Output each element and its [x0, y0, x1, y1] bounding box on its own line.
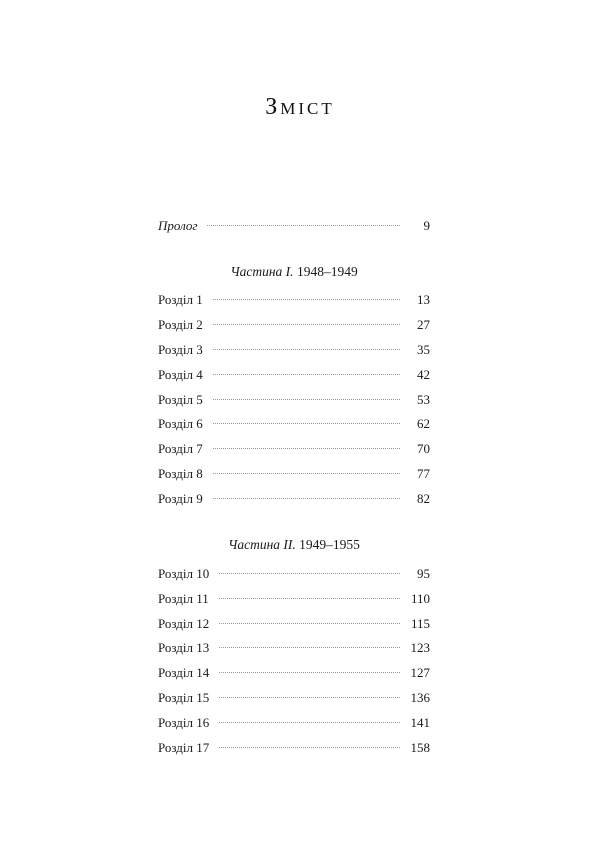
toc-entry-page: 27 [417, 317, 430, 332]
dot-leader [213, 324, 400, 325]
toc-entry-page: 70 [417, 441, 430, 456]
toc-entry-page: 123 [410, 640, 430, 655]
toc-entry-page: 35 [417, 342, 430, 357]
dot-leader [213, 399, 400, 400]
toc-entry-chapter[interactable] [158, 740, 430, 760]
part-title: Частина I. [230, 264, 294, 279]
toc-entry-label: Розділ 3 [158, 342, 203, 357]
toc-entry-chapter[interactable] [158, 640, 430, 660]
toc-entry-label: Розділ 15 [158, 690, 210, 705]
toc-entry-chapter[interactable] [158, 416, 430, 436]
toc-entry-label: Розділ 5 [158, 392, 203, 407]
toc-entry-label: Розділ 2 [158, 317, 203, 332]
dot-leader [213, 423, 400, 424]
toc-entry-chapter[interactable] [158, 491, 430, 511]
dot-leader [219, 722, 400, 723]
toc-entry-label: Розділ 12 [158, 616, 210, 631]
toc-entry-chapter[interactable] [158, 566, 430, 586]
toc-entry-page: 158 [410, 740, 430, 755]
dot-leader [213, 473, 400, 474]
toc-entry-page: 110 [410, 591, 430, 606]
dot-leader [207, 225, 400, 226]
toc-entry-label: Розділ 4 [158, 367, 203, 382]
part-heading-2 [158, 537, 430, 553]
toc-entry-page: 77 [417, 466, 430, 481]
dot-leader [219, 647, 400, 648]
toc-entry-label: Розділ 9 [158, 491, 203, 506]
dot-leader [219, 672, 400, 673]
part-heading-1 [158, 264, 430, 280]
toc-entry-page: 9 [423, 218, 430, 233]
toc-entry-label: Розділ 8 [158, 466, 203, 481]
toc-entry-label: Розділ 11 [158, 591, 209, 606]
dot-leader [219, 623, 400, 624]
toc-entry-label: Розділ 1 [158, 292, 203, 307]
toc-entry-chapter[interactable] [158, 665, 430, 685]
toc-entry-page: 42 [417, 367, 430, 382]
toc-entry-page: 53 [417, 392, 430, 407]
toc-entry-label: Розділ 16 [158, 715, 210, 730]
toc-entry-page: 62 [417, 416, 430, 431]
toc-entry-page: 82 [417, 491, 430, 506]
toc-entry-prologue[interactable] [158, 218, 430, 238]
toc-entry-label: Розділ 14 [158, 665, 210, 680]
toc-entry-label: Пролог [158, 218, 198, 233]
toc-entry-chapter[interactable] [158, 392, 430, 412]
toc-entry-label: Розділ 13 [158, 640, 210, 655]
toc-entry-chapter[interactable] [158, 466, 430, 486]
toc-entry-chapter[interactable] [158, 690, 430, 710]
toc-entry-page: 127 [410, 665, 430, 680]
dot-leader [219, 598, 400, 599]
toc-entry-chapter[interactable] [158, 367, 430, 387]
toc-entry-chapter[interactable] [158, 441, 430, 461]
toc-entry-chapter[interactable] [158, 342, 430, 362]
toc-entry-chapter[interactable] [158, 591, 430, 611]
page-title: Зміст [265, 94, 335, 120]
dot-leader [213, 448, 400, 449]
toc-entry-page: 136 [410, 690, 430, 705]
toc-entry-page: 141 [410, 715, 430, 730]
toc-entry-label: Розділ 10 [158, 566, 210, 581]
toc-entry-label: Розділ 7 [158, 441, 203, 456]
part-years: 1948–1949 [296, 264, 358, 279]
part-title: Частина II. [228, 537, 296, 552]
dot-leader [219, 747, 400, 748]
toc-entry-chapter[interactable] [158, 292, 430, 312]
toc-entry-label: Розділ 6 [158, 416, 203, 431]
dot-leader [213, 498, 400, 499]
dot-leader [213, 349, 400, 350]
toc-entry-chapter[interactable] [158, 317, 430, 337]
part-years: 1949–1955 [299, 537, 360, 552]
toc-entry-label: Розділ 17 [158, 740, 210, 755]
toc-entry-chapter[interactable] [158, 616, 430, 636]
dot-leader [213, 299, 400, 300]
toc-entry-page: 115 [410, 616, 430, 631]
dot-leader [219, 573, 400, 574]
toc-entry-page: 13 [417, 292, 430, 307]
toc-entry-chapter[interactable] [158, 715, 430, 735]
dot-leader [219, 697, 400, 698]
dot-leader [213, 374, 400, 375]
toc-entry-page: 95 [417, 566, 430, 581]
